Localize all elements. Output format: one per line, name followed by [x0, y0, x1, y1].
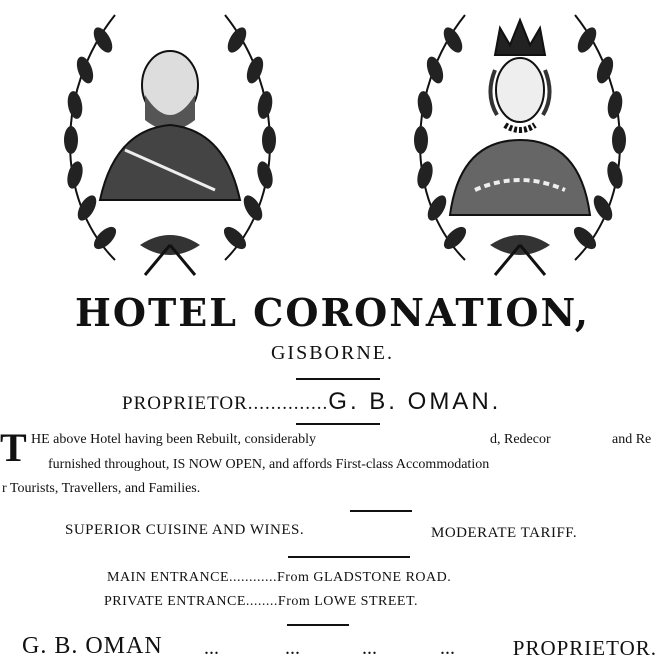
location-subtitle: GISBORNE. — [270, 342, 394, 364]
footer-dots: ... — [440, 637, 455, 659]
feature-tariff: MODERATE TARIFF. — [431, 525, 578, 541]
private-entrance: PRIVATE ENTRANCE........From LOWE STREET. — [104, 594, 418, 609]
announcement-line-1a: HE above Hotel having been Rebuilt, considerably — [31, 432, 316, 447]
divider — [296, 378, 380, 380]
announcement-line-1c: and Re — [612, 432, 652, 447]
queen-portrait-wreath — [395, 0, 645, 285]
divider — [350, 510, 412, 512]
announcement-line-1b: d, Redecor — [490, 432, 551, 447]
laurel-wreath-icon — [395, 0, 645, 285]
announcement-line-2: furnished throughout, IS NOW OPEN, and affords First-class Accommodation — [48, 457, 490, 472]
footer-name: G. B. OMAN — [22, 633, 163, 659]
king-portrait-wreath — [45, 0, 295, 285]
divider — [288, 556, 410, 558]
divider — [287, 624, 349, 626]
footer-dots: ... — [362, 637, 377, 659]
main-entrance: MAIN ENTRANCE............From GLADSTONE ROAD. — [107, 570, 452, 585]
laurel-wreath-icon — [45, 0, 295, 285]
announcement-line-3: r Tourists, Travellers, and Families. — [2, 481, 201, 496]
proprietor-line — [122, 388, 501, 416]
proprietor-dots: .............. — [247, 393, 329, 414]
hotel-title: HOTEL CORONATION, — [74, 290, 591, 335]
proprietor-name: G. B. OMAN. — [328, 388, 502, 415]
drop-cap: T — [0, 425, 27, 470]
footer-dots: ... — [204, 637, 219, 659]
proprietor-label: PROPRIETOR — [122, 393, 248, 414]
footer-title: PROPRIETOR. — [512, 636, 657, 660]
feature-cuisine: SUPERIOR CUISINE AND WINES. — [65, 522, 305, 538]
divider — [296, 423, 380, 425]
footer-dots: ... — [285, 637, 300, 659]
